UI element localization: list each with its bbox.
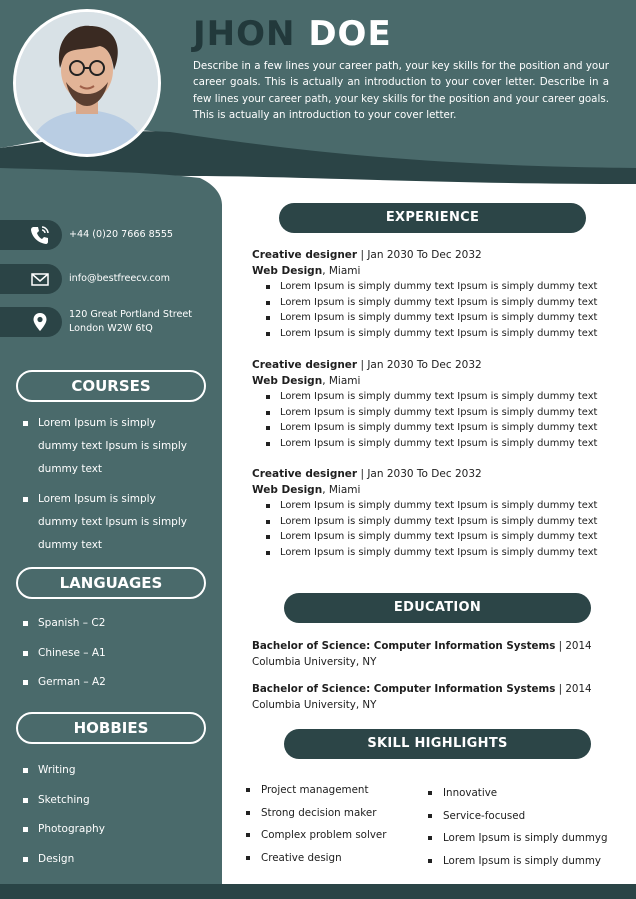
list-item: Lorem Ipsum is simply dummy text Ipsum is simply dummy text [252, 389, 614, 405]
school: Columbia University, NY [252, 656, 377, 668]
list-item: Creative design [246, 851, 387, 865]
hobbies-list [22, 763, 105, 881]
job-title-line: Creative designer | Jan 2030 To Dec 2032 [252, 359, 482, 371]
first-name: JHON [193, 14, 296, 54]
list-item: German – A2 [22, 675, 106, 689]
list-item: Design [22, 852, 105, 866]
job-role: Creative designer [252, 468, 358, 480]
list-item: Writing [22, 763, 105, 777]
education-heading: EDUCATION [284, 593, 591, 623]
job-bullets [252, 498, 614, 560]
envelope-icon [30, 269, 50, 289]
skills-list-right [428, 786, 608, 877]
list-item: Lorem Ipsum is simply dummy text Ipsum is simply dummy text [252, 310, 614, 326]
profile-photo [13, 9, 161, 157]
list-item: Lorem Ipsum is simply dummy [428, 854, 608, 868]
degree: Bachelor of Science: Computer Information Systems [252, 640, 556, 652]
degree-year: 2014 [565, 683, 592, 695]
list-item: Lorem Ipsum is simply dummyg [428, 831, 608, 845]
job-title-line: Creative designer | Jan 2030 To Dec 2032 [252, 468, 482, 480]
address [69, 308, 192, 336]
degree-line: Bachelor of Science: Computer Information Systems | 2014 [252, 640, 592, 652]
list-item: Spanish – C2 [22, 616, 106, 630]
job-company-line: Web Design, Miami [252, 265, 361, 277]
list-item: Lorem Ipsum is simply dummy text Ipsum is simply dummy text [252, 405, 614, 421]
job-location: Miami [328, 484, 361, 496]
job-entry-3 [252, 466, 614, 560]
job-location: Miami [328, 265, 361, 277]
list-item: Strong decision maker [246, 806, 387, 820]
list-item: Project management [246, 783, 387, 797]
education-entry-1 [252, 638, 614, 670]
list-item: Lorem Ipsum is simply dummy text Ipsum is simply dummy text [22, 488, 198, 557]
degree-line: Bachelor of Science: Computer Information Systems | 2014 [252, 683, 592, 695]
list-item: Complex problem solver [246, 828, 387, 842]
list-item: Lorem Ipsum is simply dummy text Ipsum is simply dummy text [252, 498, 614, 514]
skills-heading: SKILL HIGHLIGHTS [284, 729, 591, 759]
job-title-line: Creative designer | Jan 2030 To Dec 2032 [252, 249, 482, 261]
job-field: Web Design [252, 484, 323, 496]
degree: Bachelor of Science: Computer Information Systems [252, 683, 556, 695]
job-field: Web Design [252, 265, 323, 277]
contact-address-row [0, 307, 222, 337]
last-name: DOE [308, 14, 392, 54]
location-pin-icon [30, 312, 50, 332]
job-bullets [252, 389, 614, 451]
job-company-line: Web Design, Miami [252, 375, 361, 387]
job-period: Jan 2030 To Dec 2032 [367, 359, 482, 371]
avatar-illustration [16, 12, 158, 154]
email-address[interactable]: info@bestfreecv.com [69, 273, 171, 284]
job-bullets [252, 279, 614, 341]
job-entry-2 [252, 357, 614, 451]
list-item: Lorem Ipsum is simply dummy text Ipsum is simply dummy text [252, 279, 614, 295]
list-item: Lorem Ipsum is simply dummy text Ipsum is simply dummy text [252, 545, 614, 561]
courses-list [22, 412, 198, 564]
list-item: Lorem Ipsum is simply dummy text Ipsum is simply dummy text [252, 326, 614, 342]
footer-strip [0, 884, 636, 899]
list-item: Innovative [428, 786, 608, 800]
courses-heading: COURSES [16, 370, 206, 402]
phone-icon [30, 225, 50, 245]
list-item: Lorem Ipsum is simply dummy text Ipsum is simply dummy text [252, 295, 614, 311]
job-period: Jan 2030 To Dec 2032 [367, 468, 482, 480]
job-field: Web Design [252, 375, 323, 387]
job-role: Creative designer [252, 359, 358, 371]
school: Columbia University, NY [252, 699, 377, 711]
job-period: Jan 2030 To Dec 2032 [367, 249, 482, 261]
address-line-2: London W2W 6tQ [69, 323, 153, 334]
job-role: Creative designer [252, 249, 358, 261]
list-item: Chinese – A1 [22, 646, 106, 660]
contact-email-row [0, 264, 222, 294]
languages-heading: LANGUAGES [16, 567, 206, 599]
list-item: Service-focused [428, 809, 608, 823]
hobbies-heading: HOBBIES [16, 712, 206, 744]
list-item: Photography [22, 822, 105, 836]
profile-summary: Describe in a few lines your career path, your key skills for the position and your career goals. This is actually an introduction to your cover letter. Describe in a few lines your career path, your key skills for the position and your career goals. This is actually an introduction to your cover letter. [193, 60, 609, 121]
address-line-1: 120 Great Portland Street [69, 309, 193, 320]
candidate-name [193, 14, 392, 54]
list-item: Lorem Ipsum is simply dummy text Ipsum is simply dummy text [252, 529, 614, 545]
list-item: Lorem Ipsum is simply dummy text Ipsum is simply dummy text [252, 436, 614, 452]
list-item: Lorem Ipsum is simply dummy text Ipsum is simply dummy text [252, 514, 614, 530]
education-entry-2 [252, 681, 614, 713]
languages-list [22, 616, 106, 705]
contact-phone-row [0, 220, 222, 250]
phone-number[interactable]: +44 (0)20 7666 8555 [69, 229, 174, 240]
list-item: Lorem Ipsum is simply dummy text Ipsum is simply dummy text [22, 412, 198, 481]
list-item: Lorem Ipsum is simply dummy text Ipsum is simply dummy text [252, 420, 614, 436]
job-company-line: Web Design, Miami [252, 484, 361, 496]
skills-list-left [246, 783, 387, 874]
degree-year: 2014 [565, 640, 592, 652]
list-item: Sketching [22, 793, 105, 807]
job-entry-1 [252, 247, 614, 341]
job-location: Miami [328, 375, 361, 387]
experience-heading: EXPERIENCE [279, 203, 586, 233]
